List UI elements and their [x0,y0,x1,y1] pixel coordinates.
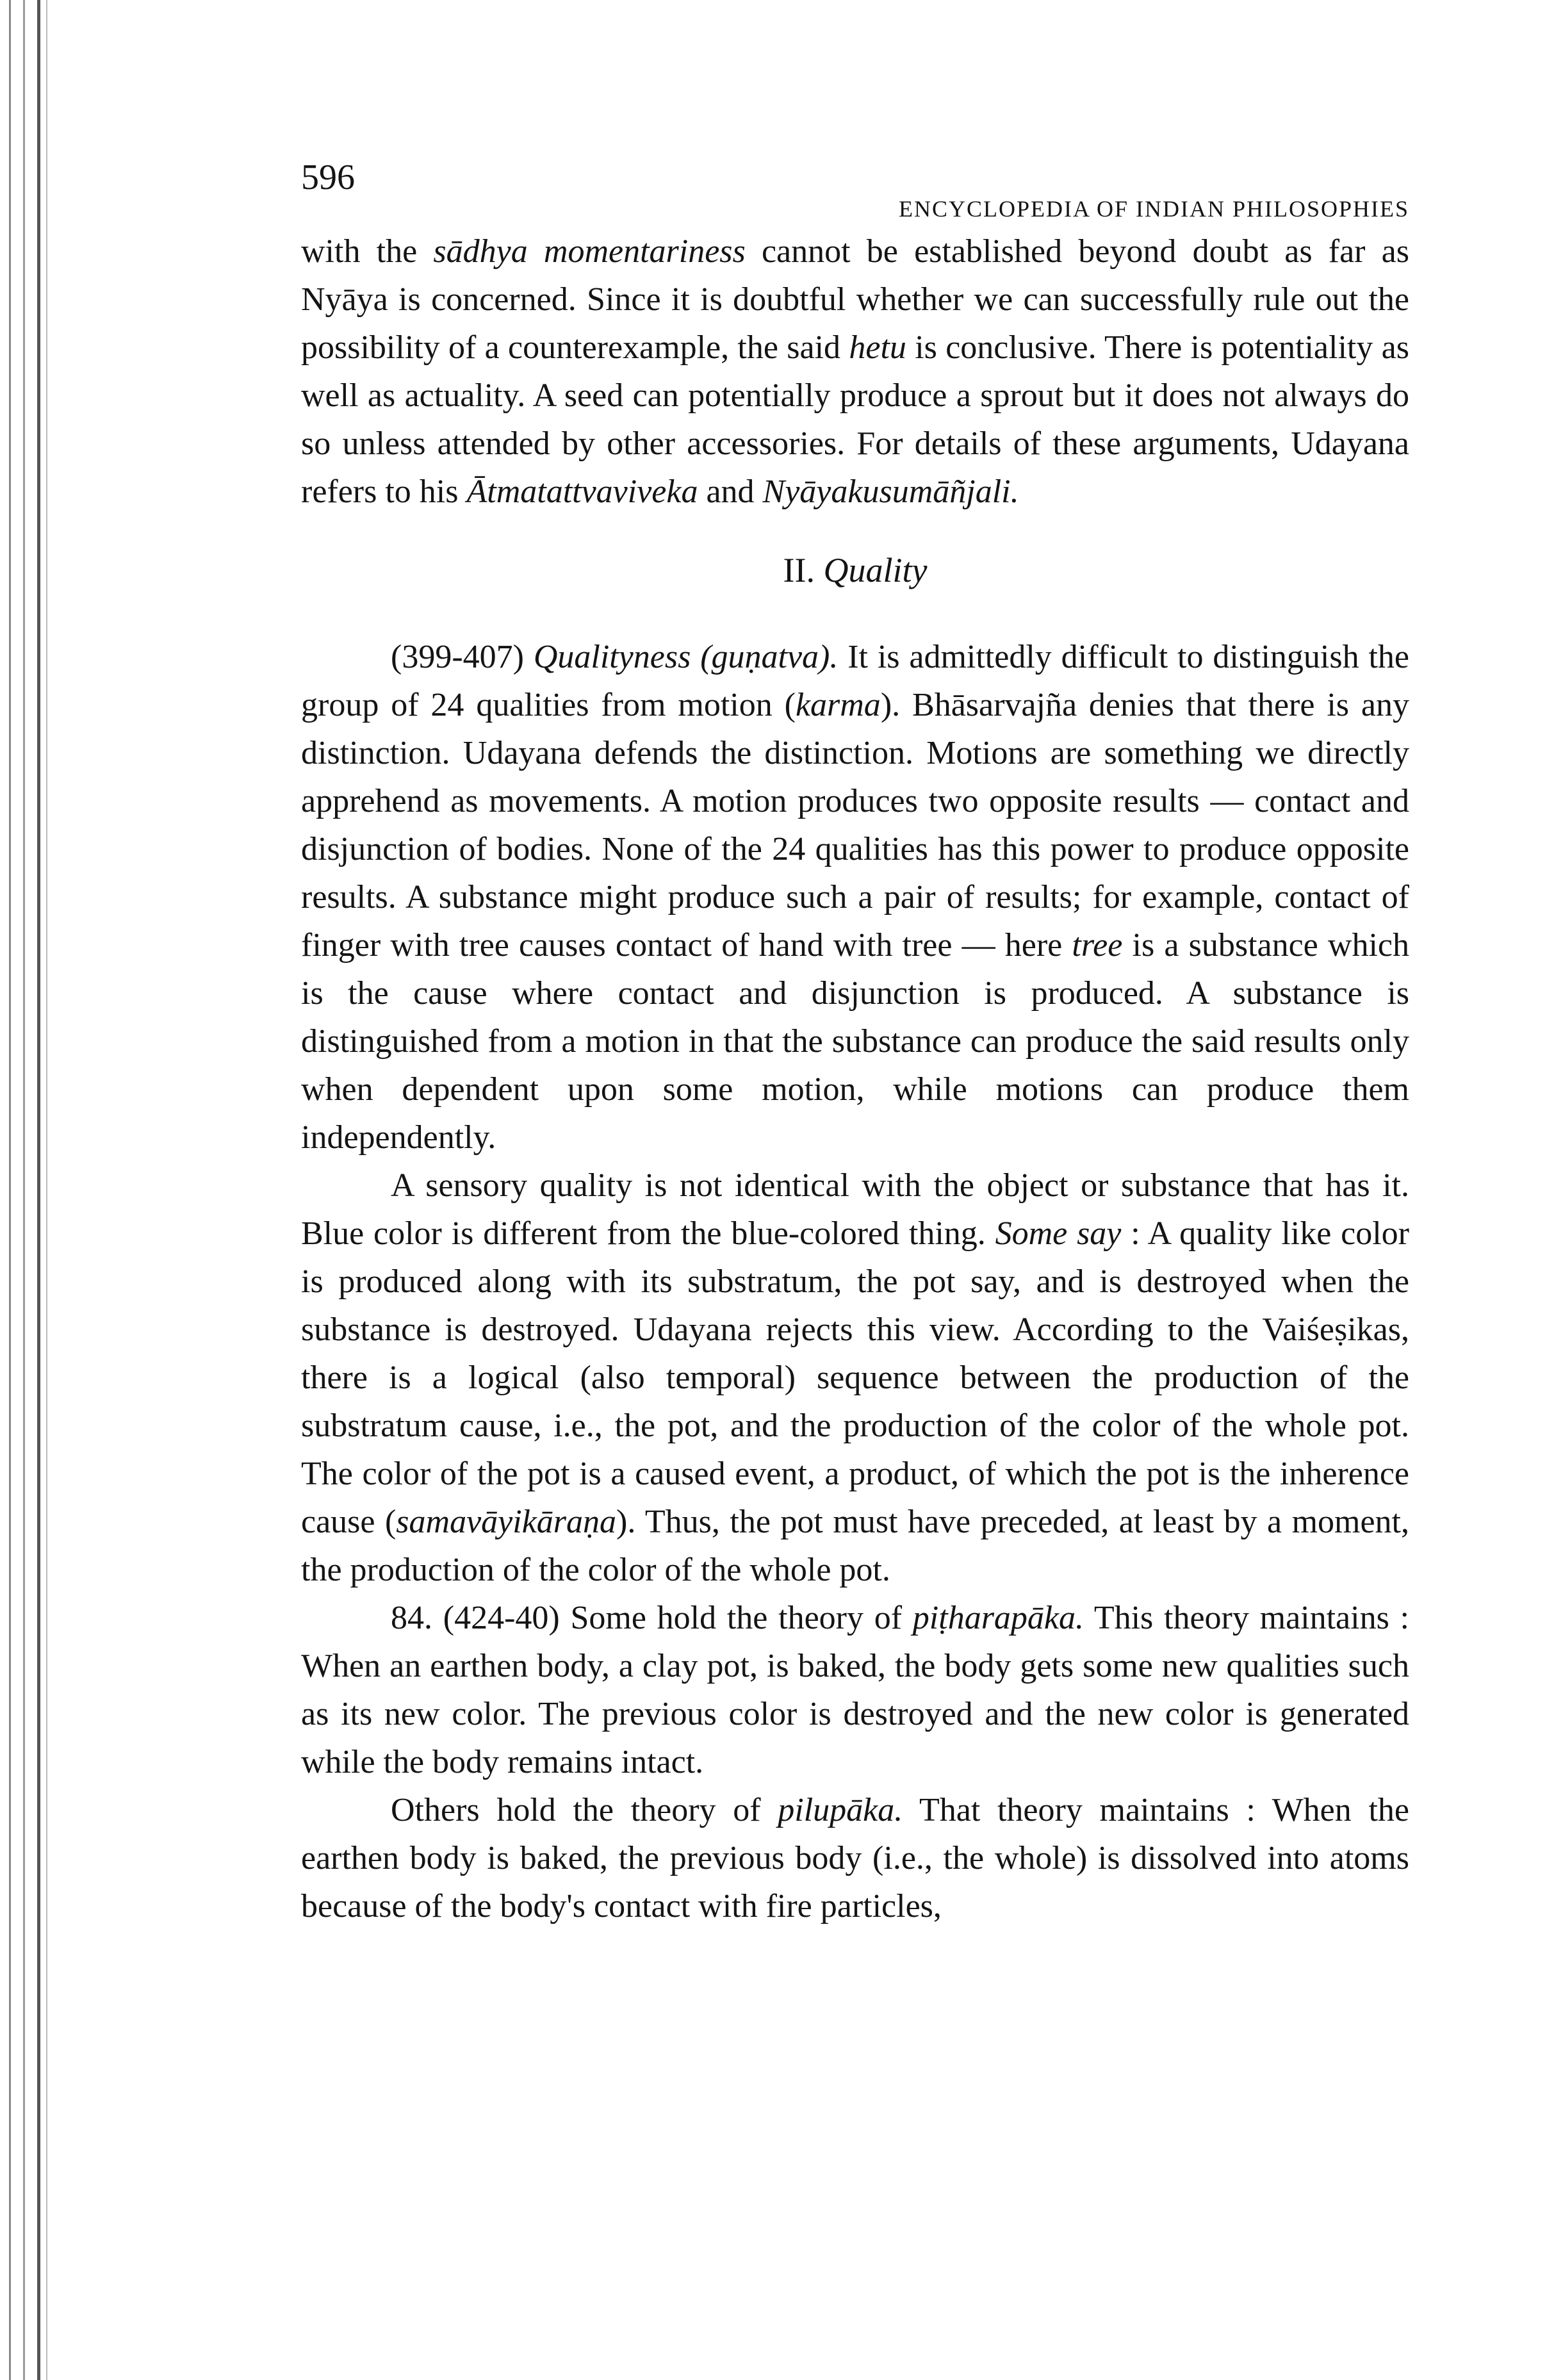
text-run: : A quality like color is produced along with its substratum, the pot say, and is destroyed when the substance is destroyed. Udayana rejects this view. According to the Vaiśeṣikas, there is a logical (also temporal) sequence between the production of the substratum cause, i.e., the pot, and the production of the color of the whole pot. The color of the pot is a caused event, a product, of which the pot is the inherence cause ( [301,1215,1409,1540]
italic-term: karma [795,687,881,723]
binding-edge-rule [9,0,11,2380]
text-run: This theory maintains : When an earthen body, a clay pot, is baked, the body gets some new qualities such as its new color. The previous color is destroyed and the new color is generated while the body remains intact. [301,1600,1410,1780]
text-run: That theory maintains : When the earthen body is baked, the previous body (i.e., the whole) is dissolved into atoms because of the body's contact with fire particles, [301,1792,1409,1925]
text-run: 84. (424-40) Some hold the theory of [391,1600,913,1636]
binding-edge-rule [37,0,40,2380]
italic-term: Qualityness (guṇatva). [533,639,839,675]
italic-term: samavāyikāraṇa [396,1504,617,1540]
binding-edge-rule [46,0,47,2380]
text-run: is a substance which is the cause where contact and disjunction is produced. A substance is distinguished from a motion in that the substance can produce the said results only when dependent upon some motion, while motions can produce them independently. [301,927,1409,1156]
text-run: cannot be established beyond doubt as far as Nyāya is concerned. Since it is doubtful whether we can successfully rule out the possibility of a counterexample, the said [301,233,1409,366]
text-run: It is admittedly difficult to distinguish the group of 24 qualities from motion ( [301,639,1409,723]
section-body [301,633,1409,1930]
section-number: II. [783,551,815,589]
text-run: ). Bhāsarvajña denies that there is any distinction. Udayana defends the distinction. Motions are something we directly apprehend as movements. A motion produces two opposite results — contact and disjunction of bodies. None of the 24 qualities has this power to produce opposite results. A substance might produce such a pair of results; for example, contact of finger with tree causes contact of hand with tree — here [301,687,1410,964]
page-number: 596 [301,158,355,197]
italic-term: tree [1072,927,1123,964]
intro-text [301,227,1409,516]
paragraph [301,633,1409,1161]
text-run: is conclusive. There is potentiality as well as actuality. A seed can potentially produce a sprout but it does not always do so unless attended by other accessories. For details of these arguments, Udayana refers to his [301,329,1409,510]
section-heading [301,546,1409,595]
text-run: with the [301,233,434,270]
book-page [301,157,1409,1930]
text-run: Others hold the theory of [391,1792,778,1828]
paragraph [301,1161,1409,1594]
paragraph [301,1786,1409,1930]
text-run: A sensory quality is not identical with the object or substance that has it. Blue color is different from the blue-colored thing. [301,1167,1409,1252]
italic-term: Nyāyakusumāñjali. [762,473,1019,510]
paragraph [301,227,1409,516]
text-run: (399-407) [391,639,534,675]
text-run: and [698,473,763,510]
italic-term: piṭharapāka. [912,1600,1084,1636]
paragraph [301,1594,1409,1786]
section-title: Quality [823,551,928,589]
italic-term: Ātmatattvaviveka [466,473,698,510]
text-run: ). Thus, the pot must have preceded, at least by a moment, the production of the color of the whole pot. [301,1504,1410,1588]
running-head [301,157,1409,227]
binding-edge-rule [23,0,25,2380]
italic-term: pilupāka. [778,1792,903,1828]
italic-term: hetu [849,329,906,366]
italic-term: sādhya momentariness [433,233,746,270]
running-title: ENCYCLOPEDIA OF INDIAN PHILOSOPHIES [898,196,1409,222]
italic-term: Some say [995,1215,1122,1252]
